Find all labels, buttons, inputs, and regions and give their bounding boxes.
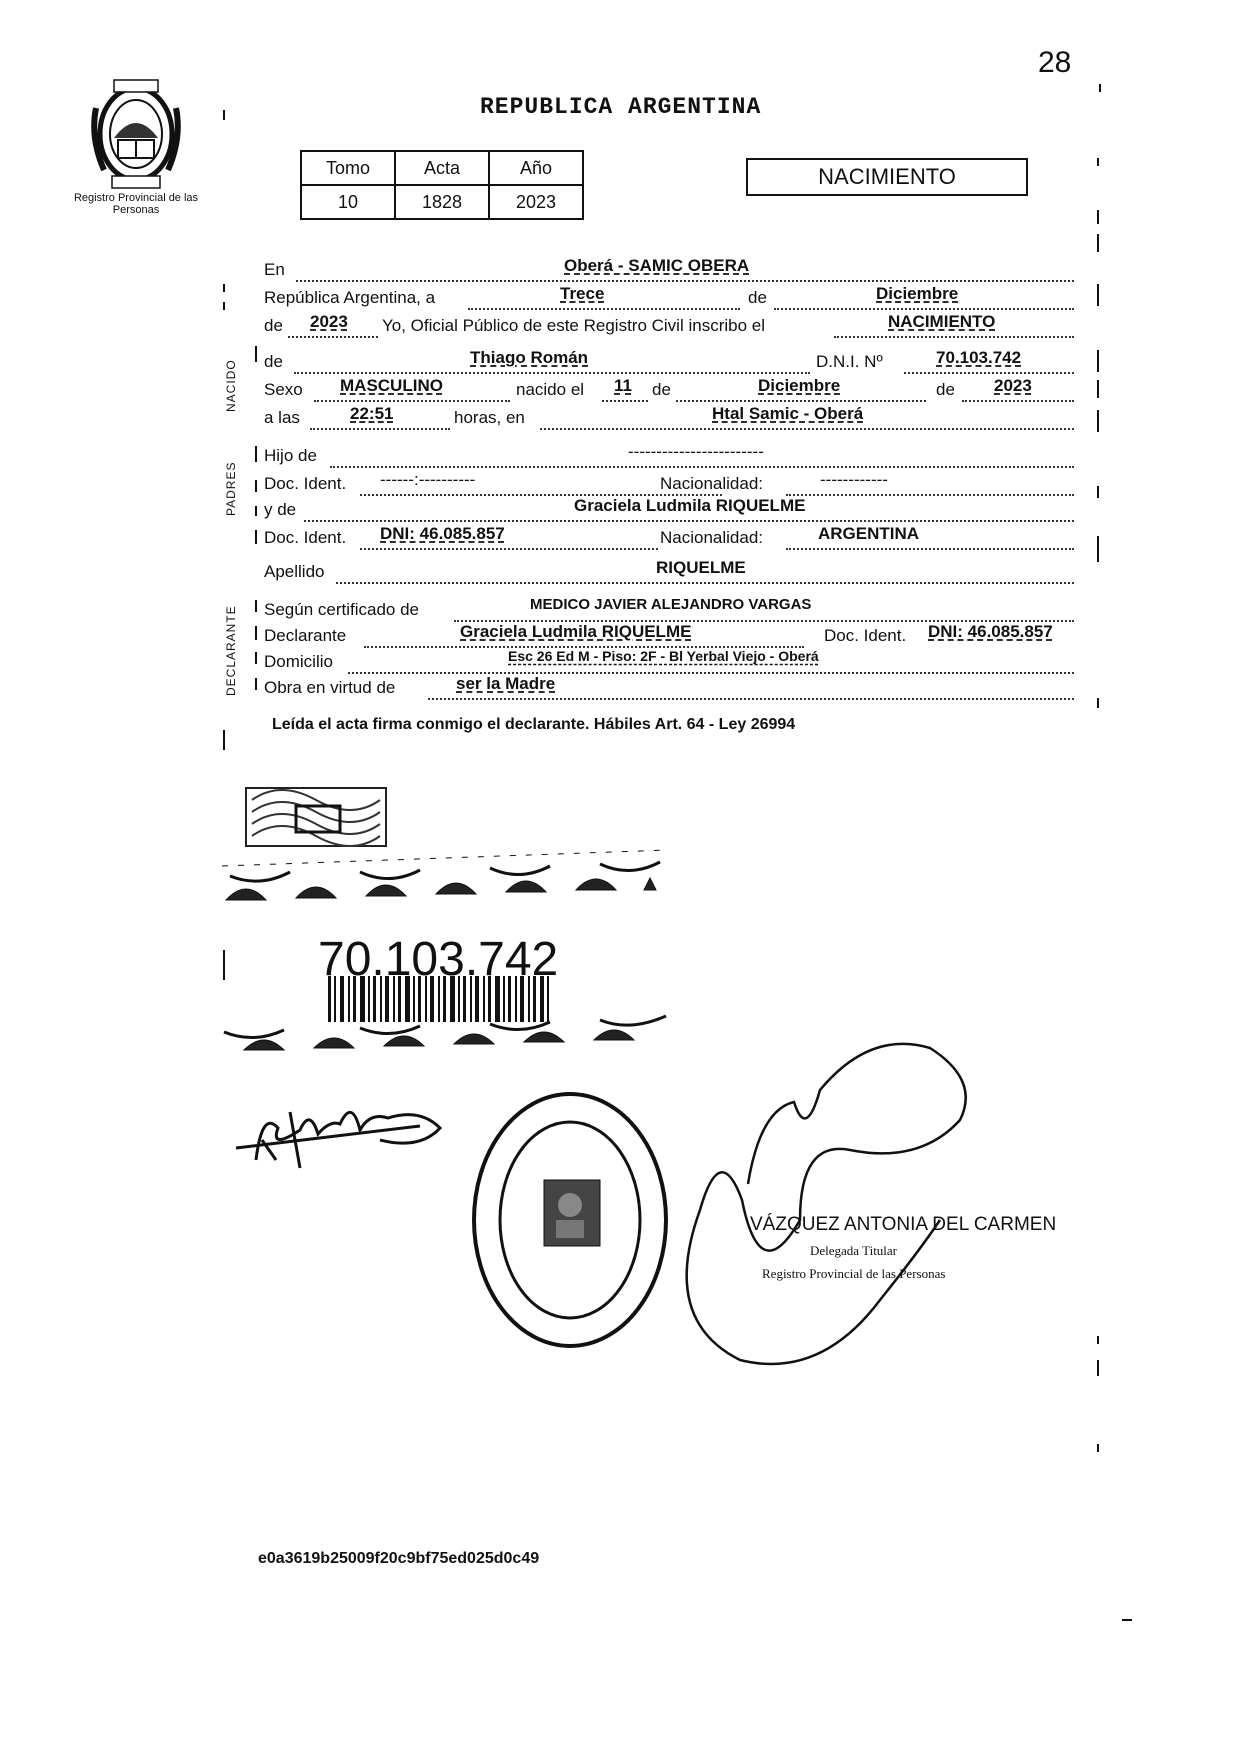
value-nacido-mes: Diciembre bbox=[758, 376, 841, 395]
label-obra-virtud: Obra en virtud de bbox=[264, 678, 396, 697]
value-obra-virtud: ser la Madre bbox=[456, 674, 556, 693]
label-en: En bbox=[264, 260, 285, 279]
value-nacionalidad-padre: ------------ bbox=[820, 470, 888, 489]
label-certificado: Según certificado de bbox=[264, 600, 419, 619]
table-value-anio: 2023 bbox=[489, 185, 583, 219]
table-value-acta: 1828 bbox=[395, 185, 489, 219]
security-stamp-icon bbox=[246, 788, 386, 846]
label-domicilio: Domicilio bbox=[264, 652, 333, 671]
label-nacionalidad-padre: Nacionalidad: bbox=[660, 474, 764, 493]
label-nacionalidad-madre: Nacionalidad: bbox=[660, 528, 764, 547]
document-title: REPUBLICA ARGENTINA bbox=[480, 94, 762, 120]
value-tipo-inscripcion: NACIMIENTO bbox=[888, 312, 996, 331]
value-declarante: Graciela Ludmila RIQUELME bbox=[460, 622, 692, 641]
side-label-declarante: DECLARANTE bbox=[224, 605, 238, 696]
official-signature-left bbox=[236, 1112, 440, 1168]
label-a-las: a las bbox=[264, 408, 300, 427]
side-label-padres: PADRES bbox=[224, 461, 238, 516]
signatory-registry: Registro Provincial de las Personas bbox=[762, 1266, 946, 1281]
label-de: de bbox=[748, 288, 767, 307]
value-doc-declarante: DNI: 46.085.857 bbox=[928, 622, 1053, 641]
label-yo-oficial: Yo, Oficial Público de este Registro Civil inscribo el bbox=[382, 316, 765, 335]
label-apellido: Apellido bbox=[264, 562, 325, 581]
value-certificado: MEDICO JAVIER ALEJANDRO VARGAS bbox=[530, 596, 812, 613]
record-type-box: NACIMIENTO bbox=[746, 158, 1028, 196]
value-nacionalidad-madre: ARGENTINA bbox=[818, 524, 920, 543]
value-nacido-dia: 11 bbox=[614, 376, 632, 395]
value-dni: 70.103.742 bbox=[936, 348, 1022, 367]
label-sexo: Sexo bbox=[264, 380, 303, 399]
label-horas-en: horas, en bbox=[454, 408, 525, 427]
label-doc-declarante: Doc. Ident. bbox=[824, 626, 907, 645]
page-number: 28 bbox=[1038, 46, 1072, 79]
side-label-nacido: NACIDO bbox=[224, 359, 238, 412]
label-nacido-el: nacido el bbox=[516, 380, 585, 399]
document-hash: e0a3619b25009f20c9bf75ed025d0c49 bbox=[258, 1550, 540, 1567]
signatory-name: VÁZQUEZ ANTONIA DEL CARMEN bbox=[750, 1214, 1057, 1235]
label-dni: D.N.I. Nº bbox=[816, 352, 883, 371]
label-nacido-de2: de bbox=[936, 380, 955, 399]
table-header-acta: Acta bbox=[395, 151, 489, 185]
margin-marks bbox=[224, 84, 1132, 1620]
value-doc-madre: DNI: 46.085.857 bbox=[380, 524, 505, 543]
value-hora: 22:51 bbox=[350, 404, 394, 423]
label-hijo-de: Hijo de bbox=[264, 446, 317, 465]
value-anio: 2023 bbox=[310, 312, 348, 331]
label-doc-madre: Doc. Ident. bbox=[264, 528, 347, 547]
registry-seal-icon bbox=[474, 1094, 666, 1346]
table-header-anio: Año bbox=[489, 151, 583, 185]
label-de-anio: de bbox=[264, 316, 283, 335]
table-header-tomo: Tomo bbox=[301, 151, 395, 185]
value-en: Oberá - SAMIC OBERA bbox=[564, 256, 750, 275]
label-nacido-de: de bbox=[652, 380, 671, 399]
value-domicilio: Esc 26 Ed M - Piso: 2F - Bl Yerbal Viejo - Oberá bbox=[508, 648, 819, 664]
value-mes: Diciembre bbox=[876, 284, 959, 303]
registry-label: Registro Provincial de las Personas bbox=[73, 192, 199, 216]
barcode-number: 70.103.742 bbox=[318, 933, 559, 986]
value-madre: Graciela Ludmila RIQUELME bbox=[574, 496, 806, 515]
security-strip-top bbox=[222, 850, 668, 900]
value-sexo: MASCULINO bbox=[340, 376, 443, 395]
value-nacido-anio: 2023 bbox=[994, 376, 1032, 395]
closing-statement: Leída el acta firma conmigo el declarante. Hábiles Art. 64 - Ley 26994 bbox=[272, 716, 796, 733]
table-value-tomo: 10 bbox=[301, 185, 395, 219]
value-padre: ------------------------ bbox=[628, 442, 764, 461]
label-declarante: Declarante bbox=[264, 626, 347, 645]
label-doc-padre: Doc. Ident. bbox=[264, 474, 347, 493]
label-republica: República Argentina, a bbox=[264, 288, 436, 307]
value-lugar-nacimiento: Htal Samic - Oberá bbox=[712, 404, 864, 423]
label-y-de: y de bbox=[264, 500, 297, 519]
label-de-nombre: de bbox=[264, 352, 283, 371]
signatory-role: Delegada Titular bbox=[810, 1243, 898, 1258]
official-signature-right bbox=[687, 1044, 966, 1364]
value-nombre: Thiago Román bbox=[470, 348, 589, 367]
value-doc-padre: ------:---------- bbox=[380, 470, 476, 489]
value-dia: Trece bbox=[560, 284, 605, 303]
value-apellido: RIQUELME bbox=[656, 558, 746, 577]
